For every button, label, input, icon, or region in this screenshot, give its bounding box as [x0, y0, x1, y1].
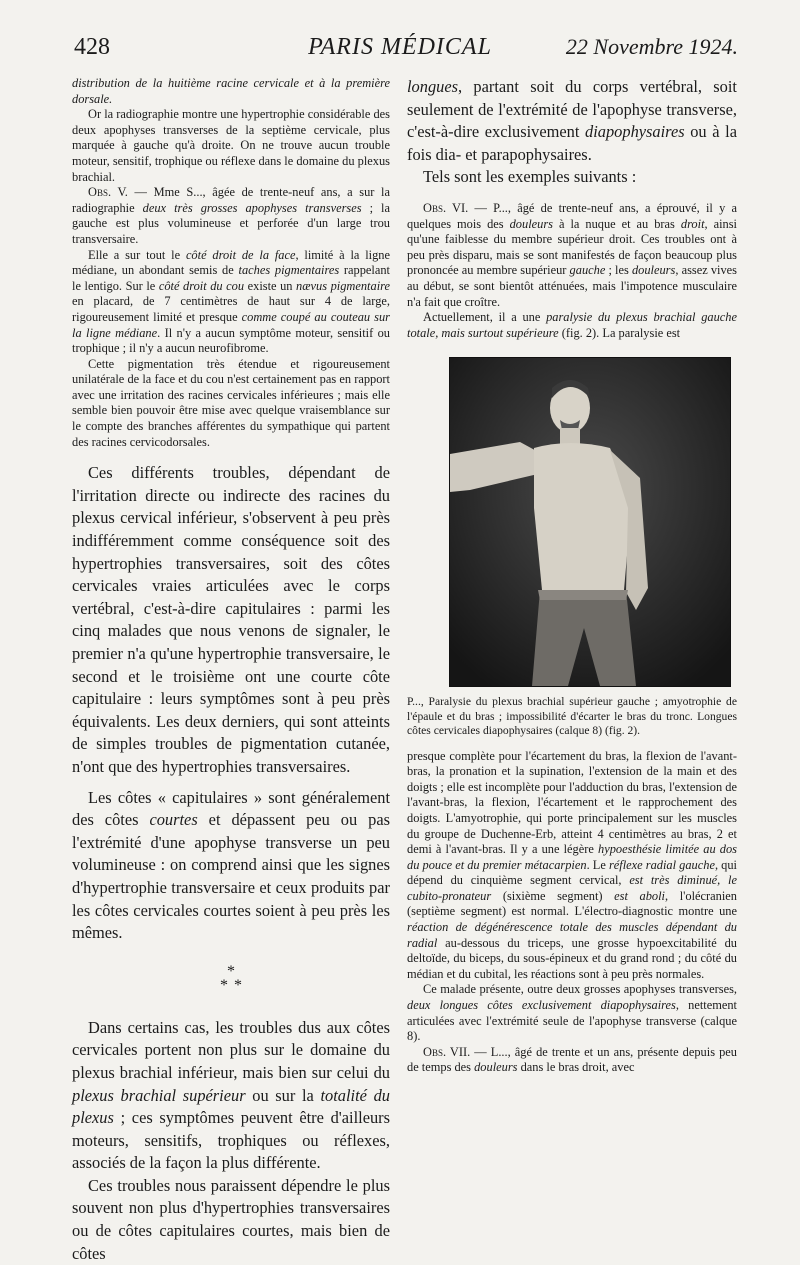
observation-7: Obs. VII. — L..., âgé de trente et un ans, présente depuis peu de temps des douleurs dans le bras droit, avec — [407, 1044, 737, 1075]
paragraph: longues, partant soit du corps vertébral, soit seulement de l'extrémité de l'apophyse transverse, c'est-à-dire exclusivement diapophysaires ou à la fois dia- et parapophysaires. — [407, 77, 737, 164]
figure-caption: P..., Paralysie du plexus brachial supérieur gauche ; amyotrophie de l'épaule et du bras ; impossibilité d'écarter le bras du tronc. Longues côtes cervicales diapophysaires (calque 8) (fig. 2). — [407, 695, 737, 738]
paragraph: distribution de la huitième racine cervicale et à la première dorsale. — [72, 76, 390, 106]
right-column — [407, 76, 737, 1076]
paragraph: Ces troubles nous paraissent dépendre le plus souvent non plus d'hypertrophies transversaires ou de côtes capitulaires courtes, mais bien de côtes — [72, 1175, 390, 1263]
paragraph: Elle a sur tout le côté droit de la face, limité à la ligne médiane, un abondant semis de taches pigmentaires rappelant le lentigo. Sur le côté droit du cou existe un nævus pigmentaire en placard, de 7 centimètres de haut sur 4 de large, rigoureusement limité et presque comme coupé au couteau sur la ligne médiane. Il n'y a aucun symptôme moteur, sensitif ou trophique ; il n'y a aucun neurofibrome. — [72, 247, 390, 356]
left-column — [72, 76, 390, 1265]
observation-6: Obs. VI. — P..., âgé de trente-neuf ans, a éprouvé, il y a quelques mois des douleurs à la nuque et au bras droit, ainsi qu'une faiblesse du membre supérieur droit. Ces troubles ont à peu près disparu, mais se sont manifestés de façon beaucoup plus prononcée au membre supérieur gauche ; les douleurs, assez vives au début, se sont bientôt atténuées, mais l'impotence musculaire n'a fait que croître. — [407, 200, 737, 309]
paragraph: Actuellement, il a une paralysie du plexus brachial gauche totale, mais surtout supérieure (fig. 2). La paralysie est — [407, 310, 737, 340]
section-asterism: * ** — [220, 962, 248, 994]
observation-label: Obs. V. — [88, 185, 128, 200]
issue-date: 22 Novembre 1924. — [565, 34, 738, 59]
paragraph: Tels sont les exemples suivants : — [423, 167, 637, 187]
paragraph: Cette pigmentation très étendue et rigoureusement unilatérale de la face et du cou n'est certainement pas en rapport avec une irritation des racines cervicales inférieures ; mais elle semble bien pouvoir être mise avec quelque vraisemblance sur le compte des branches afférentes du sympathique qui partent des racines cervicodorsales. — [72, 356, 390, 449]
patient-photograph — [449, 357, 731, 687]
paragraph: Ces différents troubles, dépendant de l'irritation directe ou indirecte des racines du plexus cervical inférieur, s'observent à peu près indifféremment comme conséquence soit des hypertrophies transversaires, soit des côtes cervicales vraies articulées avec le corps vertébral, c'est-à-dire capitulaires : parmi les cinq malades que nous venons de signaler, le premier n'a qu'une hypertrophie transversaire, le second et le troisième ont une courte côte capitulaire : leurs symptômes sont à peu près équivalents. Les deux derniers, qui sont atteints de simples troubles de pigmentation cutanée, n'ont que des hypertrophies transversaires. — [72, 463, 390, 776]
patient-figure-image — [450, 358, 730, 686]
observation-5: Obs. V. — Mme S..., âgée de trente-neuf ans, a sur la radiographie deux très grosses apophyses transverses ; la gauche est plus volumineuse et perforée d'un large trou transversaire. — [72, 185, 390, 246]
journal-title: PARIS MÉDICAL — [308, 34, 492, 60]
observation-label: Obs. VI. — [423, 200, 469, 215]
observation-label: Obs. VII. — [423, 1044, 471, 1059]
paragraph: Or la radiographie montre une hypertrophie considérable des deux apophyses transverses de la septième cervicale, plus marquée à gauche qu'à droite. On ne trouve aucun trouble moteur, sensitif, trophique ou réflexe dans le domaine du plexus brachial. — [72, 107, 390, 184]
paragraph: Ce malade présente, outre deux grosses apophyses transverses, deux longues côtes exclusivement diapophysaires, nettement articulées avec l'extrémité seule de l'apophyse transverse (calque 8). — [407, 982, 737, 1044]
paragraph: Dans certains cas, les troubles dus aux côtes cervicales portent non plus sur le domaine du plexus brachial inférieur, mais bien sur celui du plexus brachial supérieur ou sur la totalité du plexus ; ces symptômes peuvent être d'ailleurs moteurs, sensitifs, trophiques ou réflexes, associés de la façon la plus différente. — [72, 1017, 390, 1173]
page-number: 428 — [74, 34, 110, 60]
paragraph: presque complète pour l'écartement du bras, la flexion de l'avant-bras, la pronation et la supination, l'extension de la main et des doigts ; elle est incomplète pour l'adduction du bras, l'extension de l'avant-bras, la flexion, l'écartement et le rapprochement des doigts. L'amyotrophie, qui porte principalement sur les muscles du groupe de Duchenne-Erb, atteint 4 centimètres au bras, 2 et demi à l'avant-bras. Il y a une légère hypoesthésie limitée au dos du pouce et du premier métacarpien. Le réflexe radial gauche, qui dépend du cinquième segment cervical, est très diminué, le cubito-pronateur (sixième segment) est aboli, l'olécranien (septième segment) est normal. L'électro-diagnostic montre une réaction de dégénérescence totale des muscles dépendant du radial au-dessous du triceps, une grosse hypoexcitabilité du deltoïde, du biceps, du sous-épineux et du grand rond ; du côté du médian et du cubital, les réactions sont à peu près normales. — [407, 748, 737, 981]
paragraph: Les côtes « capitulaires » sont généralement des côtes courtes et dépassent peu ou pas l'extrémité d'une apophyse transverse un peu volumineuse : on comprend ainsi que les signes d'hypertrophie transversaire et ceux produits par les côtes cervicales courtes soient à peu près les mêmes. — [72, 787, 390, 943]
